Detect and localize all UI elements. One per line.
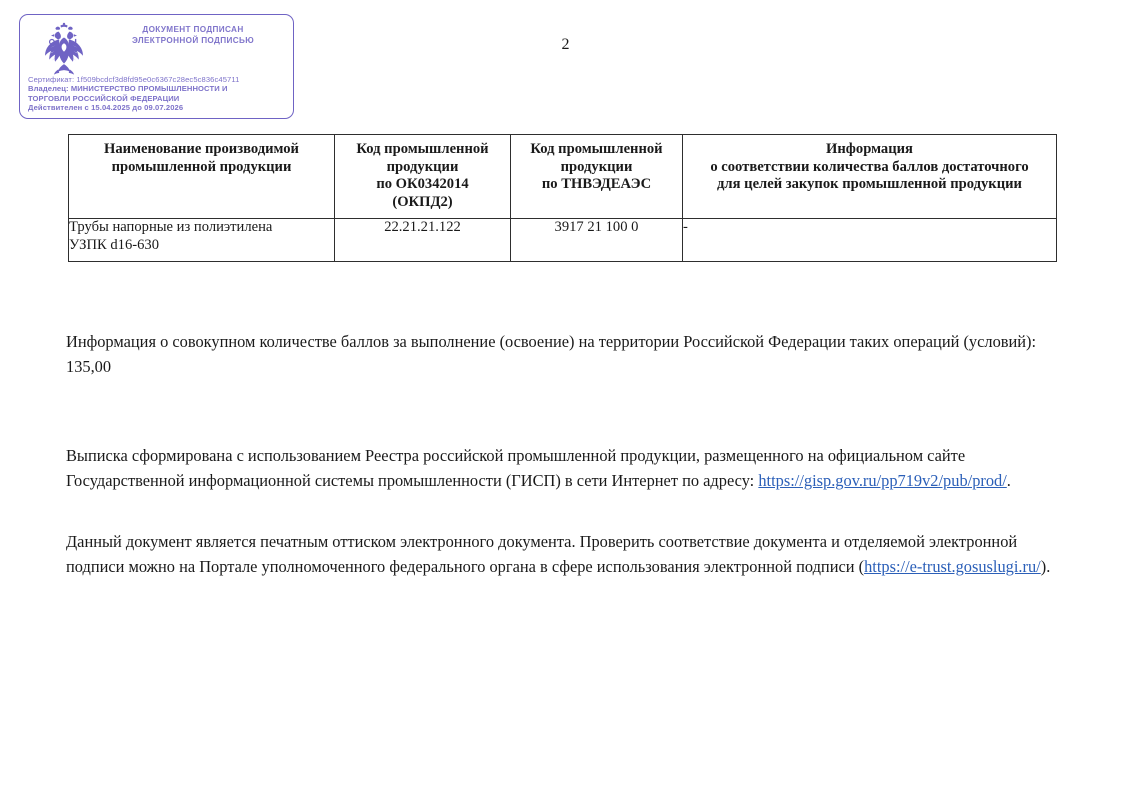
- stamp-details: [28, 75, 287, 113]
- stamp-validity-line: Действителен с 15.04.2025 до 09.07.2026: [28, 103, 184, 113]
- e-trust-portal-link[interactable]: https://e-trust.gosuslugi.ru/: [864, 557, 1041, 577]
- header-line: (ОКПД2): [392, 193, 453, 210]
- stamp-title-line-2: ЭЛЕКТРОННОЙ ПОДПИСЬЮ: [132, 35, 254, 45]
- cell-points-info: -: [683, 219, 1057, 262]
- product-name-line-1: Трубы напорные из полиэтилена: [69, 219, 273, 235]
- page-number: 2: [561, 36, 570, 53]
- registry-source-text-end: .: [1006, 471, 1011, 491]
- stamp-owner-line-2: ТОРГОВЛИ РОССИЙСКОЙ ФЕДЕРАЦИИ: [28, 93, 180, 103]
- header-line: Наименование производимой: [104, 141, 299, 157]
- table-header-row: [69, 135, 1057, 219]
- table-header-okpd2-code: [335, 135, 511, 219]
- gisp-registry-link[interactable]: https://gisp.gov.ru/pp719v2/pub/prod/: [758, 471, 1007, 491]
- header-line: Код промышленной: [356, 141, 489, 157]
- table-row: [69, 219, 1057, 262]
- paragraph-printout-verification: [66, 529, 1062, 579]
- header-line: Информация: [826, 141, 913, 157]
- header-line: продукции: [560, 158, 633, 175]
- header-line: по ОК0342014: [376, 176, 469, 192]
- header-line: Код промышленной: [530, 141, 663, 157]
- header-line: о соответствии количества баллов достаточного: [710, 158, 1029, 175]
- product-table: [68, 134, 1057, 262]
- stamp-owner-line-1: Владелец: МИНИСТЕРСТВО ПРОМЫШЛЕННОСТИ И: [28, 84, 228, 94]
- stamp-title-line-1: ДОКУМЕНТ ПОДПИСАН: [142, 25, 244, 34]
- cell-product-name: [69, 219, 335, 262]
- paragraph-total-points: [66, 329, 1062, 379]
- table-header-points-info: [683, 135, 1057, 219]
- header-line: по ТНВЭДЕАЭС: [541, 176, 652, 192]
- printout-text: Данный документ является печатным оттиском электронного документа. Проверить соответствие документа и отделяемой электронной подписи можно на Портале уполномоченного федерального органа в сфере использования электронной подписи (: [66, 532, 1018, 577]
- table-header-product-name: [69, 135, 335, 219]
- total-points-text: Информация о совокупном количестве баллов за выполнение (освоение) на территории Российской Федерации таких операций (условий):: [66, 332, 1037, 352]
- electronic-signature-stamp: [19, 14, 294, 119]
- total-points-value: 135,00: [66, 357, 112, 377]
- stamp-certificate-line: Сертификат: 1f509bcdcf3d8fd95e0c6367c28ec5c836c45711: [28, 75, 240, 84]
- header-line: промышленной продукции: [111, 158, 292, 175]
- cell-okpd2-code: 22.21.21.122: [335, 219, 511, 262]
- header-line: для целей закупок промышленной продукции: [717, 176, 1022, 192]
- header-line: продукции: [386, 158, 459, 175]
- table-header-tnved-code: [511, 135, 683, 219]
- paragraph-registry-source: [66, 443, 1062, 493]
- cell-tnved-code: 3917 21 100 0: [511, 219, 683, 262]
- product-name-line-2: УЗПК d16-630: [69, 236, 160, 253]
- registry-source-text: Выписка сформирована с использованием Реестра российской промышленной продукции, размещенного на официальном сайте Государственной информационной системы промышленности (ГИСП) в сети Интернет по адресу:: [66, 446, 966, 491]
- printout-text-end: ).: [1040, 557, 1051, 577]
